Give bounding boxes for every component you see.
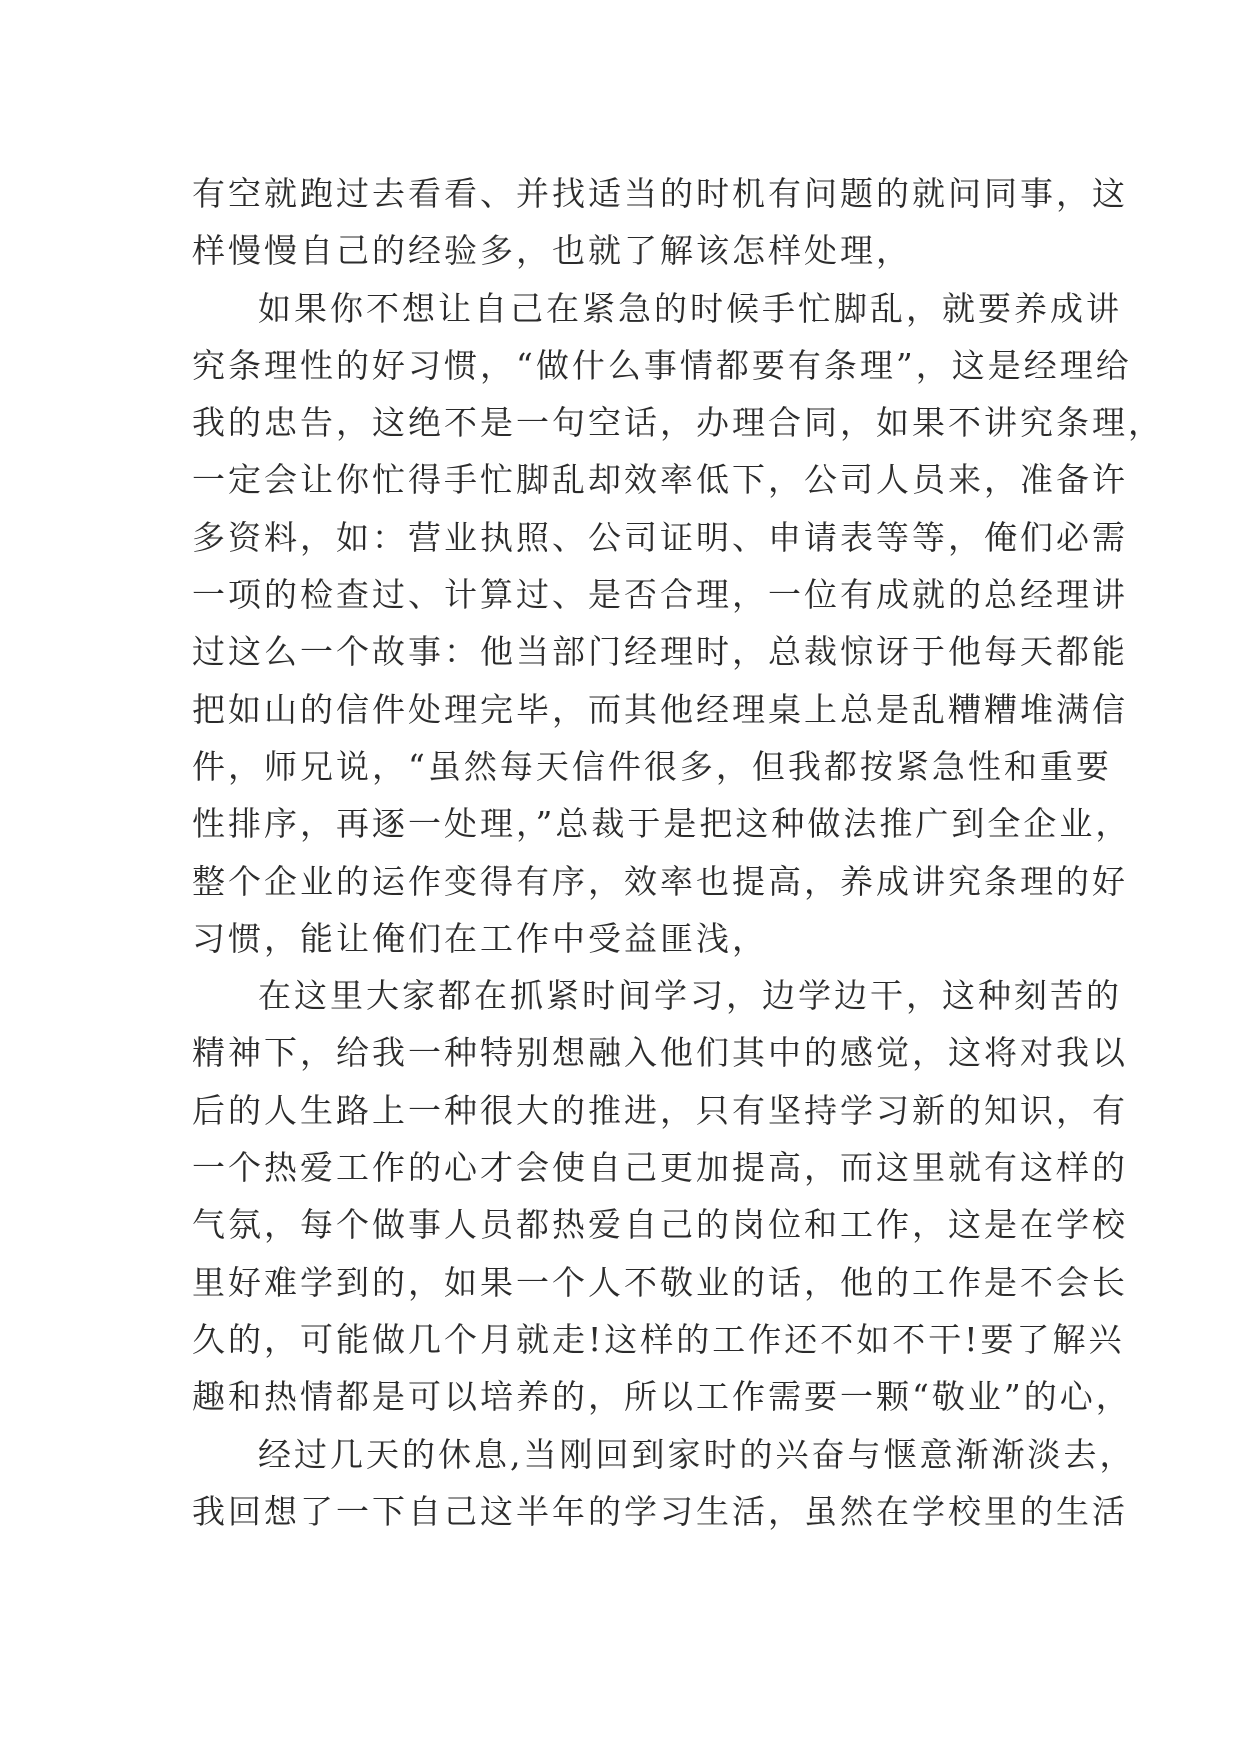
- text-line: 性排序，再逐一处理，”总裁于是把这种做法推广到全企业，: [192, 804, 1132, 844]
- text-line: 后的人生路上一种很大的推进，只有坚持学习新的知识，有: [192, 1090, 1128, 1130]
- paragraph-2: [192, 280, 1164, 968]
- text-line: 把如山的信件处理完毕，而其他经理桌上总是乱糟糟堆满信: [192, 689, 1128, 729]
- text-line: 我的忠告，这绝不是一句空话，办理合同，如果不讲究条理，: [192, 403, 1164, 443]
- text-line: 件，师兄说，“虽然每天信件很多，但我都按紧急性和重要: [192, 746, 1112, 786]
- text-line: 我回想了一下自己这半年的学习生活，虽然在学校里的生活: [192, 1491, 1128, 1531]
- text-line: 多资料，如：营业执照、公司证明、申请表等等，俺们必需: [192, 517, 1128, 557]
- paragraph-3: [192, 967, 1132, 1425]
- text-line: 经过几天的休息,当刚回到家时的兴奋与惬意渐渐淡去，: [258, 1434, 1136, 1474]
- text-line: 久的，可能做几个月就走!这样的工作还不如不干!要了解兴: [192, 1319, 1125, 1359]
- text-line: 精神下，给我一种特别想融入他们其中的感觉，这将对我以: [192, 1033, 1128, 1073]
- paragraph-1: [192, 165, 1128, 280]
- text-line: 样慢慢自己的经验多，也就了解该怎样处理，: [192, 231, 912, 271]
- text-line: 在这里大家都在抓紧时间学习，边学边干，这种刻苦的: [258, 976, 1122, 1016]
- paragraph-4: [192, 1426, 1136, 1541]
- text-line: 究条理性的好习惯，“做什么事情都要有条理”，这是经理给: [192, 345, 1132, 385]
- text-line: 一定会让你忙得手忙脚乱却效率低下，公司人员来，准备许: [192, 460, 1128, 500]
- text-line: 整个企业的运作变得有序，效率也提高，养成讲究条理的好: [192, 861, 1128, 901]
- text-line: 一项的检查过、计算过、是否合理，一位有成就的总经理讲: [192, 575, 1128, 615]
- text-line: 如果你不想让自己在紧急的时候手忙脚乱，就要养成讲: [258, 288, 1122, 328]
- text-line: 趣和热情都是可以培养的，所以工作需要一颗“敬业”的心，: [192, 1377, 1132, 1417]
- text-line: 有空就跑过去看看、并找适当的时机有问题的就问同事，这: [192, 174, 1128, 213]
- text-line: 里好难学到的，如果一个人不敬业的话，他的工作是不会长: [192, 1262, 1128, 1302]
- text-line: 气氛，每个做事人员都热爱自己的岗位和工作，这是在学校: [192, 1205, 1128, 1245]
- text-line: 过这么一个故事：他当部门经理时，总裁惊讶于他每天都能: [192, 632, 1128, 672]
- text-line: 习惯，能让俺们在工作中受益匪浅，: [192, 918, 768, 958]
- document-text: [192, 165, 1164, 1540]
- text-line: 一个热爱工作的心才会使自己更加提高，而这里就有这样的: [192, 1148, 1128, 1188]
